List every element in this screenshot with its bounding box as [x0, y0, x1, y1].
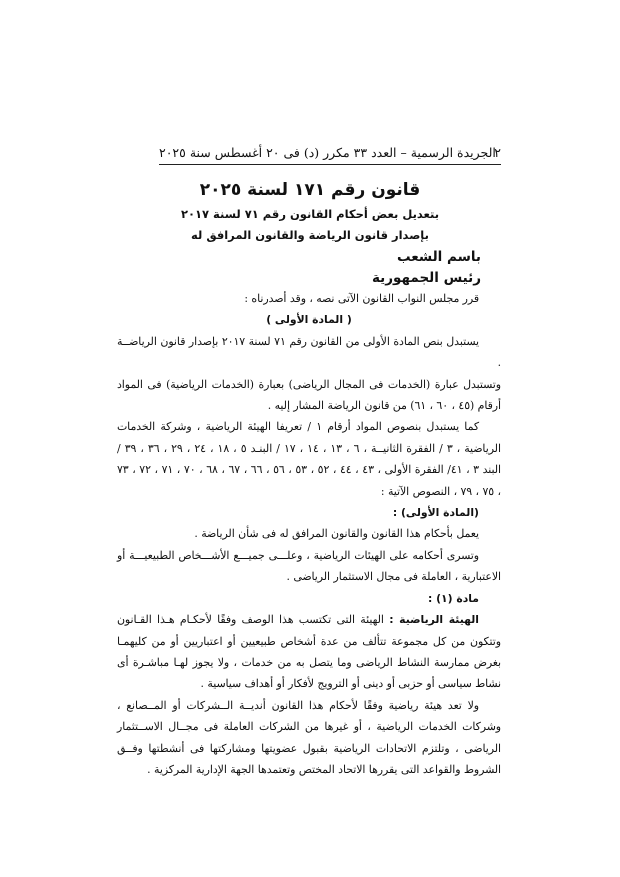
paragraph: كما يستبدل بنصوص المواد أرقام ١ / تعريفا الهيئة الرياضية ، وشركة الخدمات الرياضية ، ٣ / الفقرة الثانيــة ، ٦ ، ١٣ ، ١٤ ، ١٧ / البنـد ٥ ، ١٨ ، ٢٤ ، ٢٩ ، ٣٦ ، ٣٩ / البند ٣ ، ٤١/ الفقرة الأولى ، ٤٣ ، ٤٤ ، ٥٢ ، ٥٣ ، ٥٦ ، ٦٦ ، ٦٧ ، ٦٨ ، ٧٠ ، ٧١ ، ٧٢ ، ٧٣ ، ٧٥ ، ٧٩ ، النصوص الآتية : [117, 420, 502, 498]
document-body [117, 288, 501, 780]
paragraph: يستبدل بنص المادة الأولى من القانون رقم ٧١ لسنة ٢٠١٧ بإصدار قانون الرياضــة . [117, 334, 501, 370]
article-label: (المادة الأولى) : [392, 506, 479, 520]
page-number: ٢ [494, 145, 501, 160]
header-text: الجريدة الرسمية – العدد ٣٣ مكرر (د) فى ٢٠ أغسطس سنة ٢٠٢٥ [159, 145, 496, 160]
article-heading: ( المادة الأولى ) [266, 313, 352, 327]
paragraph: يعمل بأحكام هذا القانون والقانون المرافق له فى شأن الرياضة . [194, 527, 479, 541]
page-header [159, 143, 501, 163]
paragraph: وتسرى أحكامه على الهيئات الرياضية ، وعلـــى جميـــع الأشـــخاص الطبيعيـــة أو الاعتبارية ، العاملة فى مجال الاستثمار الرياضى . [117, 548, 501, 584]
article-label: مادة (١) : [428, 591, 479, 605]
definition-text: الهيئة التى تكتسب هذا الوصف وفقًا لأحكـام هـذا القـانون وتتكون من كل مجموعة تتألف من عدة أشخاص طبيعيين أو اعتباريين أو من كليهمـا بغرض ممارسة النشاط الرياضى وما يتصل به من خدمات ، ولا يجوز لهـا مباشـرة أى نشاط سياسى أو حزبى أو دينى أو الترويج لأفكار أو أهداف سياسية . [117, 613, 501, 691]
president-heading: رئيس الجمهورية [371, 270, 481, 286]
in-the-name-heading: باسم الشعب [396, 249, 481, 265]
law-title: قانون رقم ١٧١ لسنة ٢٠٢٥ [199, 180, 421, 200]
paragraph: ولا تعد هيئة رياضية وفقًا لأحكام هذا القانون أنديــة الــشركات أو المــصانع ، وشركات الخدمات الرياضية ، أو غيرها من الشركات العاملة فى مجــال الاســتثمار الرياضى ، وتلتزم الاتحادات الرياضية بقبول عضويتها ومشاركتها فى أنشطتها وفــق الشروط والقواعد التى يقررها الاتحاد المختص وتعتمدها الجهة الإدارية المركزية . [117, 698, 501, 776]
paragraph [117, 609, 501, 695]
law-subtitle-2: بإصدار قانون الرياضة والقانون المرافق له [191, 228, 429, 242]
preamble: قرر مجلس النواب القانون الآتى نصه ، وقد أصدرناه : [244, 292, 479, 305]
header-divider [159, 164, 501, 165]
paragraph: وتستبدل عبارة (الخدمات فى المجال الرياضى) بعبارة (الخدمات الرياضية) فى المواد أرقام (٤٥ ، ٦٠ ، ٦١) من قانون الرياضة المشار إليه . [117, 377, 501, 413]
law-subtitle-1: بتعديل بعض أحكام القانون رقم ٧١ لسنة ٢٠١٧ [180, 207, 440, 221]
defined-term: الهيئة الرياضية : [389, 613, 479, 627]
